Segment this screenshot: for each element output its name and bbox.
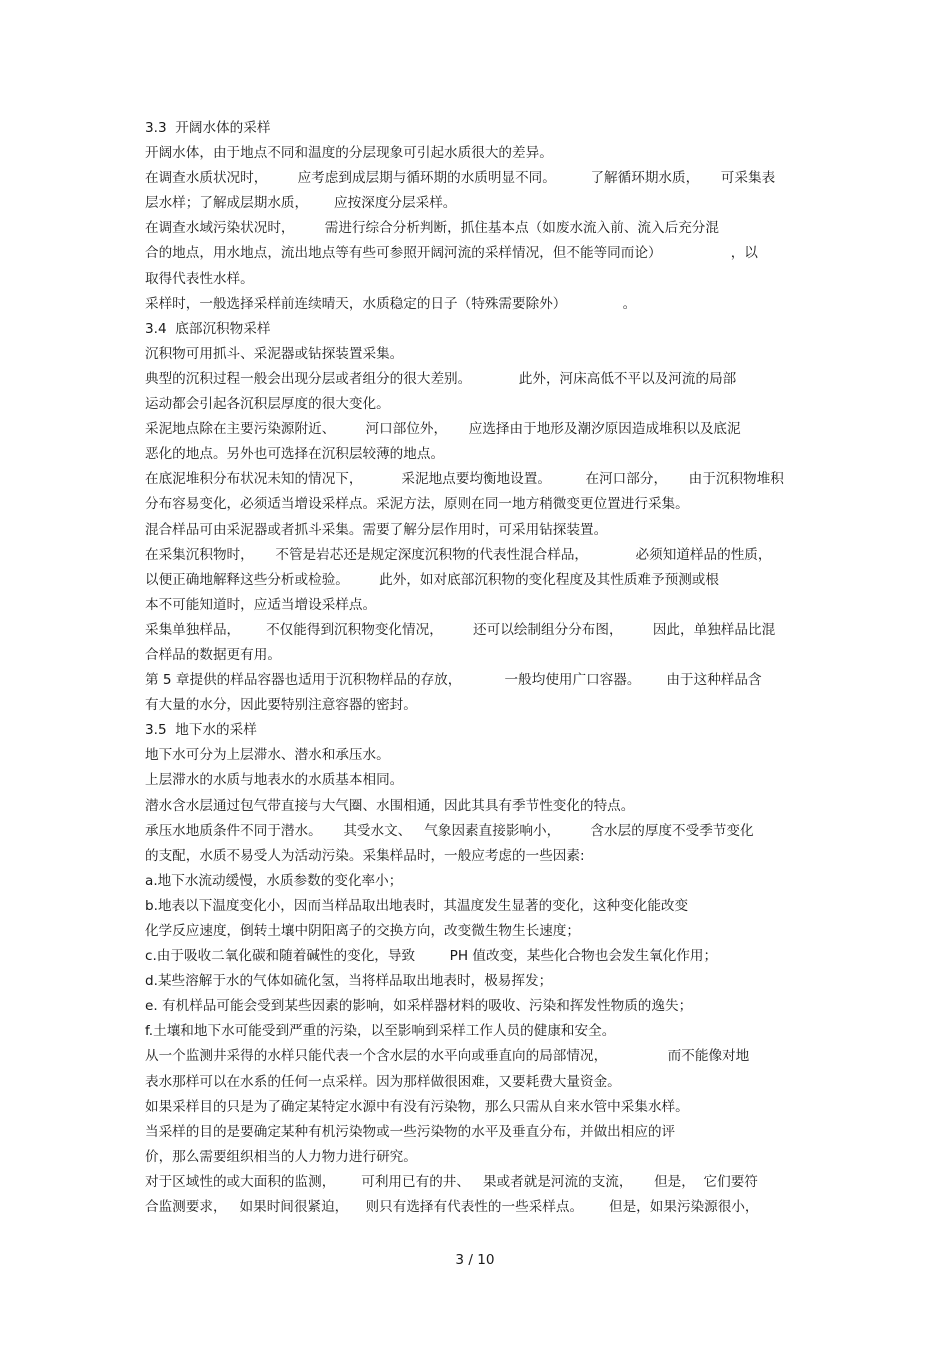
text-line: 上层滞水的水质与地表水的水质基本相同。 xyxy=(145,772,404,789)
text-line: f.土壤和地下水可能受到严重的污染，以至影响到采样工作人员的健康和安全。 xyxy=(145,1023,616,1040)
body-text xyxy=(145,116,810,1220)
text-line: 开阔水体，由于地点不同和温度的分层现象可引起水质很大的差异。 xyxy=(145,145,553,162)
text-line: 第 5 章提供的样品容器也适用于沉积物样品的存放， 一般均使用广口容器。 由于这种样品含 xyxy=(145,672,762,689)
text-line: a.地下水流动缓慢，水质参数的变化率小； xyxy=(145,872,403,889)
text-line: 承压水地质条件不同于潜水。 其受水文、 气象因素直接影响小， 含水层的厚度不受季节变化 xyxy=(145,822,754,839)
text-line: 采集单独样品， 不仅能得到沉积物变化情况， 还可以绘制组分分布图， 因此，单独样品比混 xyxy=(145,621,776,638)
text-line: 合监测要求， 如果时间很紧迫， 则只有选择有代表性的一些采样点。 但是，如果污染源很小， xyxy=(145,1199,759,1216)
text-line: 有大量的水分，因此要特别注意容器的密封。 xyxy=(145,697,417,714)
text-line: 采样时，一般选择采样前连续晴天，水质稳定的日子（特殊需要除外） 。 xyxy=(145,295,637,312)
text-line: 在调查水域污染状况时， 需进行综合分析判断，抓住基本点（如废水流入前、流入后充分混 xyxy=(145,220,719,237)
text-line: 沉积物可用抓斗、采泥器或钻探装置采集。 xyxy=(145,345,404,362)
text-line: 在调查水质状况时， 应考虑到成层期与循环期的水质明显不同。 了解循环期水质， 可采集表 xyxy=(145,170,776,187)
text-line: 从一个监测井采得的水样只能代表一个含水层的水平向或垂直向的局部情况， 而不能像对地 xyxy=(145,1048,750,1065)
text-line: 如果采样目的只是为了确定某特定水源中有没有污染物，那么只需从自来水管中采集水样。 xyxy=(145,1098,689,1115)
text-line: 地下水可分为上层滞水、潜水和承压水。 xyxy=(145,747,390,764)
page-number: 3 / 10 xyxy=(455,1252,495,1268)
text-line: 当采样的目的是要确定某种有机污染物或一些污染物的水平及垂直分布，并做出相应的评 xyxy=(145,1123,676,1140)
text-line: 运动都会引起各沉积层厚度的很大变化。 xyxy=(145,396,390,413)
text-line: 混合样品可由采泥器或者抓斗采集。需要了解分层作用时，可采用钻探装置。 xyxy=(145,521,608,538)
text-line: 典型的沉积过程一般会出现分层或者组分的很大差别。 此外，河床高低不平以及河流的局部 xyxy=(145,370,737,387)
text-line: 表水那样可以在水系的任何一点采样。因为那样做很困难，又要耗费大量资金。 xyxy=(145,1073,621,1090)
text-line: 在采集沉积物时， 不管是岩芯还是规定深度沉积物的代表性混合样品， 必须知道样品的性质， xyxy=(145,546,772,563)
text-line: 3.5 地下水的采样 xyxy=(145,722,257,739)
text-line: 价，那么需要组织相当的人力物力进行研究。 xyxy=(145,1148,417,1165)
text-line: b.地表以下温度变化小，因而当样品取出地表时，其温度发生显著的变化，这种变化能改变 xyxy=(145,897,689,914)
text-line: 恶化的地点。另外也可选择在沉积层较薄的地点。 xyxy=(145,446,445,463)
text-line: 层水样；了解成层期水质， 应按深度分层采样。 xyxy=(145,195,457,212)
text-line: 以便正确地解释这些分析或检验。 此外，如对底部沉积物的变化程度及其性质难予预测或根 xyxy=(145,571,719,588)
text-line: 3.3 开阔水体的采样 xyxy=(145,120,271,136)
text-line: 取得代表性水样。 xyxy=(145,270,254,287)
text-line: d.某些溶解于水的气体如硫化氢，当将样品取出地表时，极易挥发； xyxy=(145,973,553,990)
text-line: 对于区域性的或大面积的监测， 可利用已有的井、 果或者就是河流的支流， 但是， 它们要符 xyxy=(145,1173,758,1190)
text-line: 在底泥堆积分布状况未知的情况下， 采泥地点要均衡地设置。 在河口部分， 由于沉积物堆积 xyxy=(145,471,784,488)
text-line: 化学反应速度，倒转土壤中阴阳离子的交换方向，改变微生物生长速度； xyxy=(145,923,580,939)
text-line: 合样品的数据更有用。 xyxy=(145,646,281,663)
text-line: 本不可能知道时，应适当增设采样点。 xyxy=(145,596,377,613)
text-line: c.由于吸收二氧化碳和随着碱性的变化，导致 PH 值改变，某些化合物也会发生氧化作用； xyxy=(145,948,718,965)
text-line: 3.4 底部沉积物采样 xyxy=(145,320,271,337)
text-line: 采泥地点除在主要污染源附近、 河口部位外， 应选择由于地形及潮汐原因造成堆积以及底泥 xyxy=(145,421,741,438)
text-line: 分布容易变化，必须适当增设采样点。采泥方法，原则在同一地方稍微变更位置进行采集。 xyxy=(145,496,689,513)
text-line: 潜水含水层通过包气带直接与大气圈、水围相通，因此其具有季节性变化的特点。 xyxy=(145,797,635,814)
text-line: 的支配，水质不易受人为活动污染。采集样品时，一般应考虑的一些因素: xyxy=(145,847,585,864)
text-line: e. 有机样品可能会受到某些因素的影响，如采样器材料的吸收、污染和挥发性物质的逸失； xyxy=(145,998,693,1015)
text-line: 合的地点，用水地点，流出地点等有些可参照开阔河流的采样情况，但不能等同而论） ，以 xyxy=(145,245,758,262)
